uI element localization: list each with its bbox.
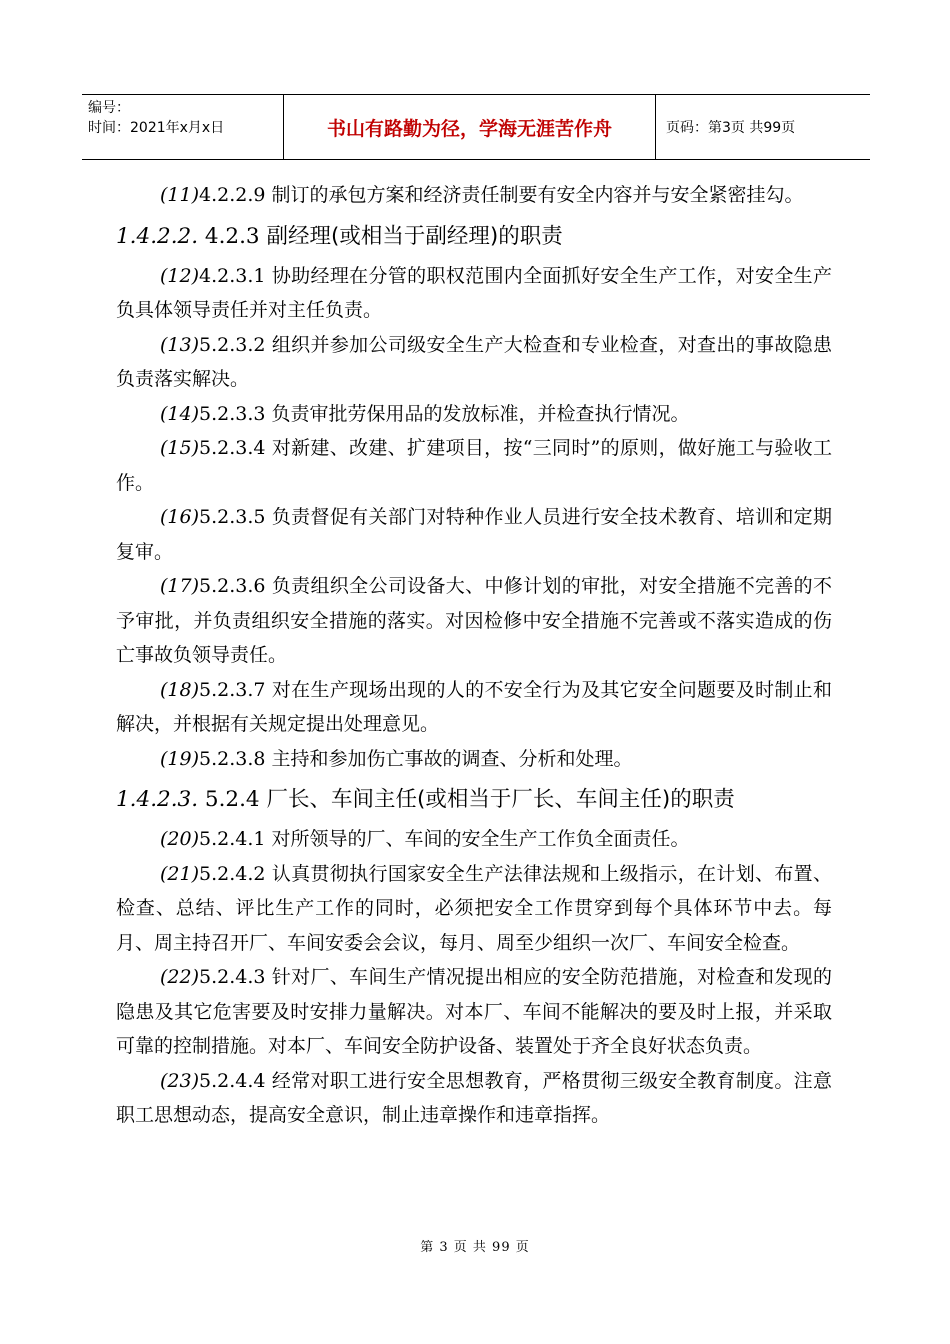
header-meta <box>82 95 284 159</box>
header-page-info: 页码：第3页 共99页 <box>666 120 796 136</box>
section-heading <box>116 217 832 257</box>
paragraph-text: 4.2.3.1 协助经理在分管的职权范围内全面抓好安全生产工作，对安全生产负具体领导责任并对主任负责。 <box>116 264 832 321</box>
section-heading <box>116 780 832 820</box>
heading-number: 1.4.2.3. <box>116 787 199 812</box>
page-header <box>82 94 870 160</box>
paragraph-number: (19) <box>160 747 200 770</box>
header-motto: 书山有路勤为径，学海无涯苦作舟 <box>284 95 656 159</box>
paragraph-number: (20) <box>160 828 200 850</box>
paragraph <box>116 822 832 857</box>
paragraph <box>116 259 832 328</box>
paragraph-number: (14) <box>160 402 200 425</box>
paragraph-number: (16) <box>160 506 200 528</box>
paragraph <box>116 328 832 397</box>
paragraph-text: 5.2.3.4 对新建、改建、扩建项目，按“三同时”的原则，做好施工与验收工作。 <box>116 437 832 494</box>
paragraph-text: 5.2.3.5 负责督促有关部门对特种作业人员进行安全技术教育、培训和定期复审。 <box>116 506 832 563</box>
paragraph-text: 5.2.4.2 认真贯彻执行国家安全生产法律法规和上级指示，在计划、布置、检查、总结、评比生产工作的同时，必须把安全工作贯穿到每个具体环节中去。每月、周主持召开厂、车间安委会会议，每月、周至少组织一次厂、车间安全检查。 <box>116 862 832 954</box>
paragraph-number: (15) <box>160 437 200 459</box>
paragraph-number: (22) <box>160 966 200 988</box>
heading-text: 厂长、车间主任(或相当于厂长、车间主任)的职责 <box>266 787 735 812</box>
paragraph-text: 5.2.3.8 主持和参加伤亡事故的调查、分析和处理。 <box>199 747 633 770</box>
paragraph-number: (13) <box>160 333 200 356</box>
paragraph-text: 5.2.4.3 针对厂、车间生产情况提出相应的安全防范措施，对检查和发现的隐患及其它危害要及时安排力量解决。对本厂、车间不能解决的要及时上报，并采取可靠的控制措施。对本厂、车间安全防护设备、装置处于齐全良好状态负责。 <box>116 966 832 1057</box>
page-footer: 第 3 页 共 99 页 <box>420 1240 530 1255</box>
header-code-label: 编号： <box>88 100 130 116</box>
paragraph-number: (21) <box>160 862 200 885</box>
paragraph-number: (23) <box>160 1069 200 1092</box>
paragraph-text: 5.2.4.1 对所领导的厂、车间的安全生产工作负全面责任。 <box>199 828 690 850</box>
heading-section: 4.2.3 <box>204 223 260 249</box>
paragraph-text: 5.2.4.4 经常对职工进行安全思想教育，严格贯彻三级安全教育制度。注意职工思想动态，提高安全意识，制止违章操作和违章指挥。 <box>116 1069 832 1126</box>
paragraph-number: (17) <box>160 575 200 597</box>
paragraph-text: 4.2.2.9 制订的承包方案和经济责任制要有安全内容并与安全紧密挂勾。 <box>199 184 804 206</box>
paragraph <box>116 569 832 673</box>
paragraph <box>116 857 832 961</box>
paragraph-number: (11) <box>160 184 200 206</box>
document-body <box>116 178 832 1133</box>
paragraph <box>116 500 832 569</box>
heading-section: 5.2.4 <box>204 787 260 812</box>
paragraph-text: 5.2.3.6 负责组织全公司设备大、中修计划的审批，对安全措施不完善的不予审批，并负责组织安全措施的落实。对因检修中安全措施不完善或不落实造成的伤亡事故负领导责任。 <box>116 575 832 666</box>
paragraph-number: (18) <box>160 678 200 701</box>
paragraph <box>116 673 832 742</box>
paragraph <box>116 397 832 432</box>
header-time-label: 时间：2021年x月x日 <box>88 120 225 136</box>
paragraph <box>116 1064 832 1133</box>
heading-text: 副经理(或相当于副经理)的职责 <box>266 223 563 249</box>
paragraph-number: (12) <box>160 264 200 287</box>
paragraph <box>116 431 832 500</box>
paragraph-text: 5.2.3.2 组织并参加公司级安全生产大检查和专业检查，对查出的事故隐患负责落实解决。 <box>116 333 832 390</box>
paragraph <box>116 178 832 213</box>
paragraph-text: 5.2.3.7 对在生产现场出现的人的不安全行为及其它安全问题要及时制止和解决，并根据有关规定提出处理意见。 <box>116 678 832 735</box>
paragraph-text: 5.2.3.3 负责审批劳保用品的发放标准，并检查执行情况。 <box>199 402 690 425</box>
heading-number: 1.4.2.2. <box>116 223 199 249</box>
paragraph <box>116 960 832 1064</box>
paragraph <box>116 742 832 777</box>
